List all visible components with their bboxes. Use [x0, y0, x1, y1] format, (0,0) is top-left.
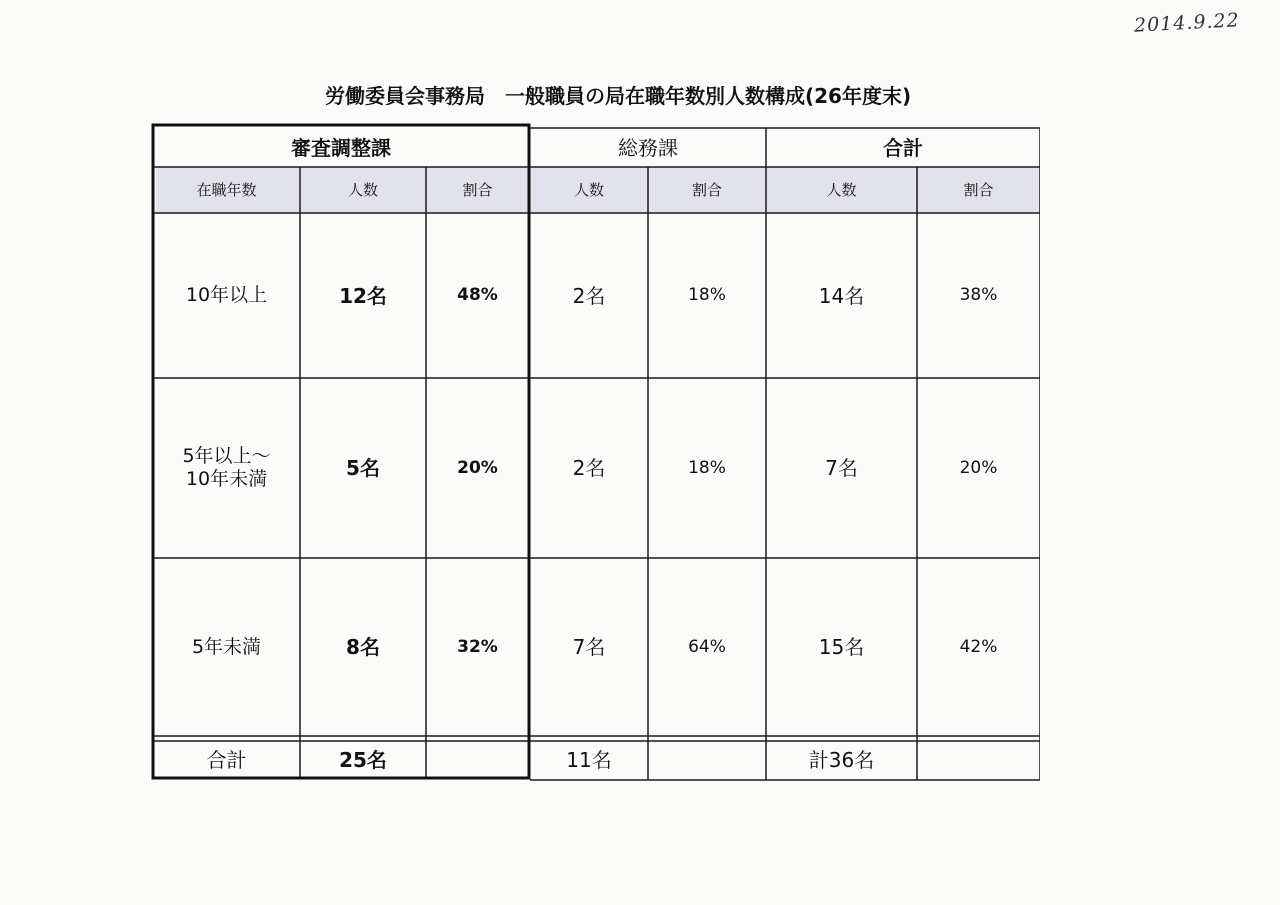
- somu-ratio: 64%: [688, 636, 726, 657]
- total-count: 14名: [818, 283, 865, 308]
- total-ratio: 42%: [959, 636, 998, 657]
- group-shinsa: 審査調整課: [291, 135, 391, 160]
- col-header-total-ratio: 割合: [963, 181, 994, 199]
- row-category: 5年未満: [191, 635, 262, 658]
- totals-somu: 11名: [566, 747, 612, 772]
- group-total: 合計: [883, 135, 923, 160]
- group-somu: 総務課: [618, 135, 678, 160]
- totals-grand: 計36名: [808, 747, 875, 772]
- col-header-somu-count: 人数: [573, 181, 604, 199]
- somu-count: 2名: [572, 283, 606, 308]
- col-header-years: 在職年数: [196, 181, 257, 199]
- row-category: 10年以上: [185, 284, 268, 307]
- somu-count: 7名: [572, 635, 606, 659]
- shinsa-count: 12名: [339, 283, 387, 308]
- shinsa-count: 5名: [346, 456, 380, 480]
- total-count: 7名: [825, 456, 858, 480]
- staff-table: [150, 122, 1040, 782]
- somu-count: 2名: [572, 456, 606, 480]
- handwritten-date: 2014.9.22: [1133, 9, 1241, 37]
- somu-ratio: 18%: [688, 285, 726, 306]
- page-title: 労働委員会事務局 一般職員の局在職年数別人数構成(26年度末): [325, 84, 912, 108]
- shinsa-ratio: 32%: [457, 636, 498, 657]
- total-ratio: 20%: [959, 457, 998, 478]
- somu-ratio: 18%: [688, 457, 726, 478]
- shinsa-ratio: 20%: [457, 457, 498, 478]
- shinsa-ratio: 48%: [457, 285, 498, 306]
- shinsa-count: 8名: [346, 635, 380, 659]
- totals-label: 合計: [206, 747, 247, 772]
- row-category: 5年以上～ 10年未満: [182, 445, 271, 490]
- col-header-somu-ratio: 割合: [691, 181, 722, 199]
- total-ratio: 38%: [959, 285, 998, 306]
- total-count: 15名: [818, 635, 865, 659]
- col-header-total-count: 人数: [826, 181, 857, 199]
- totals-shinsa: 25名: [339, 747, 387, 772]
- col-header-shinsa-count: 人数: [347, 181, 378, 199]
- col-header-shinsa-ratio: 割合: [462, 181, 493, 199]
